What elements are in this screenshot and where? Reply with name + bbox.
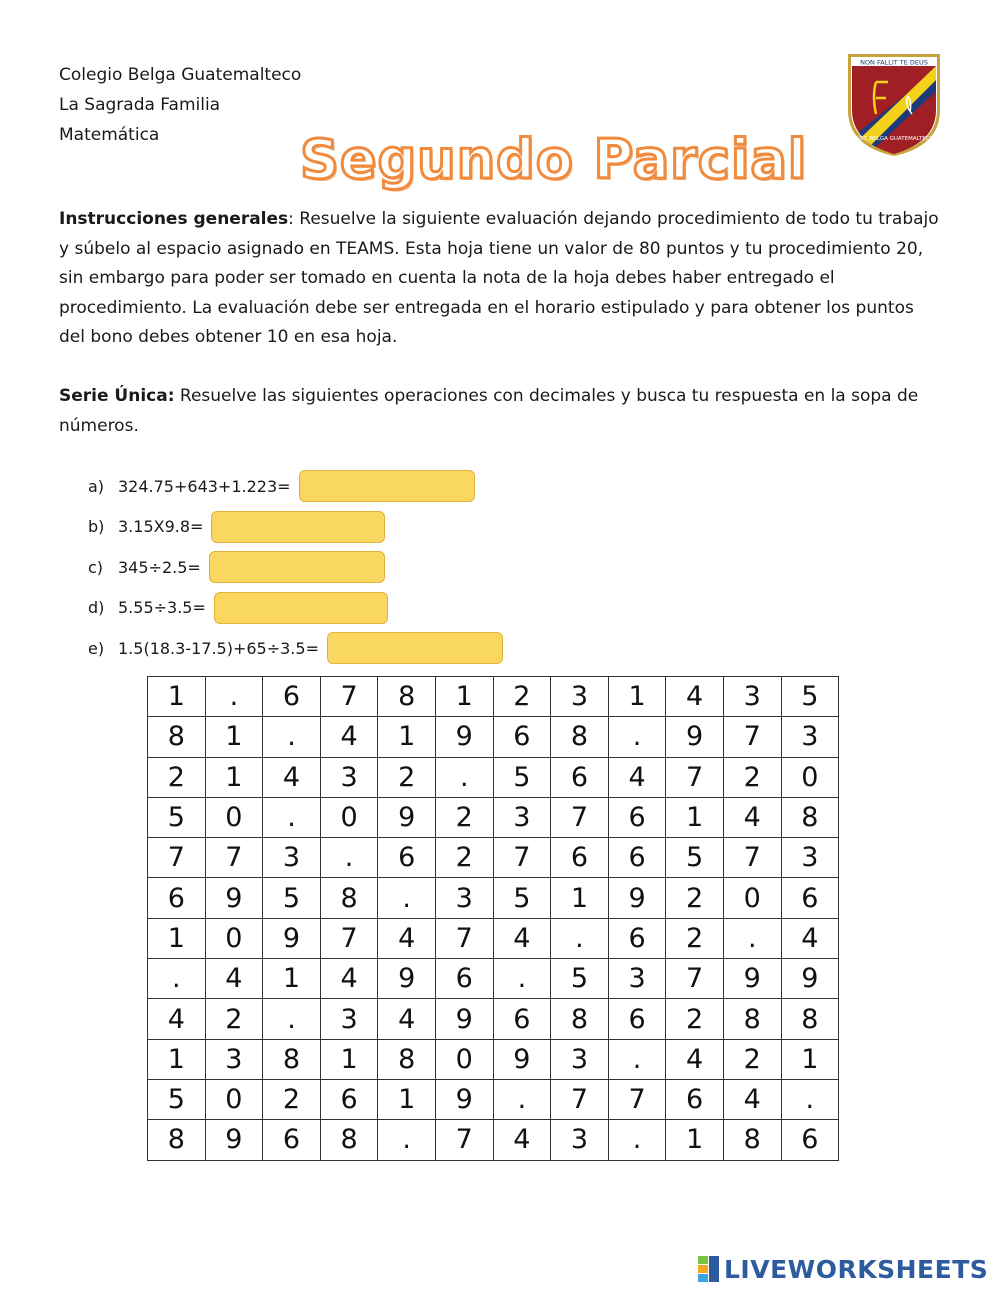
grid-cell[interactable]: 9 bbox=[378, 959, 436, 999]
grid-cell[interactable]: 4 bbox=[205, 959, 263, 999]
grid-cell[interactable]: . bbox=[723, 918, 781, 958]
grid-cell[interactable]: 2 bbox=[148, 757, 206, 797]
grid-cell[interactable]: 5 bbox=[781, 677, 839, 717]
grid-cell[interactable]: 0 bbox=[205, 797, 263, 837]
grid-cell[interactable]: 5 bbox=[493, 878, 551, 918]
grid-cell[interactable]: 0 bbox=[205, 918, 263, 958]
grid-cell[interactable]: 3 bbox=[723, 677, 781, 717]
grid-cell[interactable]: 7 bbox=[493, 838, 551, 878]
section-name: La Sagrada Familia bbox=[59, 95, 221, 115]
grid-cell[interactable]: 7 bbox=[608, 1079, 666, 1119]
grid-cell[interactable]: 2 bbox=[666, 878, 724, 918]
grid-cell[interactable]: 3 bbox=[781, 717, 839, 757]
answer-input-b[interactable] bbox=[211, 511, 385, 543]
grid-cell[interactable]: 8 bbox=[551, 717, 609, 757]
grid-cell[interactable]: 1 bbox=[148, 677, 206, 717]
grid-cell[interactable]: 3 bbox=[551, 677, 609, 717]
grid-cell[interactable]: 8 bbox=[148, 1120, 206, 1160]
operation-item bbox=[88, 466, 503, 507]
grid-cell[interactable]: 7 bbox=[723, 717, 781, 757]
instructions-label: Instrucciones generales bbox=[59, 209, 289, 229]
grid-cell[interactable]: 9 bbox=[205, 1120, 263, 1160]
svg-text:INST. BELGA GUATEMALTECO: INST. BELGA GUATEMALTECO bbox=[854, 136, 934, 142]
grid-cell[interactable]: 7 bbox=[723, 838, 781, 878]
grid-cell[interactable]: 9 bbox=[493, 1039, 551, 1079]
grid-cell[interactable]: 9 bbox=[781, 959, 839, 999]
operation-expression: 324.75+643+1.223= bbox=[118, 476, 291, 496]
grid-cell[interactable]: 3 bbox=[781, 838, 839, 878]
svg-text:NON FALLIT TE DEUS: NON FALLIT TE DEUS bbox=[860, 58, 928, 67]
operation-item bbox=[88, 507, 503, 548]
grid-cell[interactable]: 9 bbox=[435, 999, 493, 1039]
grid-cell[interactable]: 2 bbox=[723, 1039, 781, 1079]
number-search-grid bbox=[147, 676, 839, 1161]
grid-cell[interactable]: 7 bbox=[435, 918, 493, 958]
grid-cell[interactable]: 4 bbox=[608, 757, 666, 797]
grid-cell[interactable]: 4 bbox=[723, 797, 781, 837]
grid-cell[interactable]: 2 bbox=[205, 999, 263, 1039]
grid-cell[interactable]: 1 bbox=[263, 959, 321, 999]
grid-row bbox=[148, 1039, 839, 1079]
answer-input-c[interactable] bbox=[209, 551, 385, 583]
grid-cell[interactable]: 4 bbox=[493, 918, 551, 958]
grid-cell[interactable]: 8 bbox=[551, 999, 609, 1039]
grid-cell[interactable]: 6 bbox=[551, 838, 609, 878]
grid-cell[interactable]: 8 bbox=[148, 717, 206, 757]
grid-cell[interactable]: 8 bbox=[263, 1039, 321, 1079]
grid-cell[interactable]: 0 bbox=[205, 1079, 263, 1119]
grid-cell[interactable]: 7 bbox=[435, 1120, 493, 1160]
instructions-text: : Resuelve la siguiente evaluación dejando procedimiento de todo tu trabajo y súbelo al espacio asignado en TEAMS. Esta hoja tiene un valor de 80 puntos y tu procedimiento 20, sin embargo para poder ser tomado en cuenta la nota de la hoja debes haber entregado el procedimiento. La evaluación debe ser entregada en el horario estipulado y para obtener los puntos del bono debes obtener 10 en esa hoja. bbox=[59, 209, 939, 347]
grid-cell[interactable]: 4 bbox=[781, 918, 839, 958]
grid-cell[interactable]: 8 bbox=[378, 677, 436, 717]
grid-cell[interactable]: 9 bbox=[666, 717, 724, 757]
grid-cell[interactable]: . bbox=[493, 1079, 551, 1119]
operation-item bbox=[88, 547, 503, 588]
grid-cell[interactable]: 7 bbox=[320, 677, 378, 717]
grid-cell[interactable]: 7 bbox=[551, 797, 609, 837]
grid-cell[interactable]: 9 bbox=[608, 878, 666, 918]
grid-cell[interactable]: 2 bbox=[378, 757, 436, 797]
grid-cell[interactable]: 1 bbox=[205, 757, 263, 797]
operation-letter: d) bbox=[88, 598, 105, 618]
grid-cell[interactable]: . bbox=[148, 959, 206, 999]
grid-cell[interactable]: 6 bbox=[493, 999, 551, 1039]
grid-cell[interactable]: 7 bbox=[148, 838, 206, 878]
grid-cell[interactable]: 9 bbox=[435, 1079, 493, 1119]
operation-letter: c) bbox=[88, 557, 104, 577]
grid-cell[interactable]: 0 bbox=[320, 797, 378, 837]
grid-cell[interactable]: 8 bbox=[320, 878, 378, 918]
grid-cell[interactable]: 8 bbox=[723, 1120, 781, 1160]
grid-cell[interactable]: 1 bbox=[781, 1039, 839, 1079]
answer-input-d[interactable] bbox=[214, 592, 388, 624]
liveworksheets-footer bbox=[698, 1254, 988, 1284]
grid-cell[interactable]: . bbox=[263, 999, 321, 1039]
grid-cell[interactable]: 1 bbox=[608, 677, 666, 717]
grid-cell[interactable]: 1 bbox=[378, 717, 436, 757]
grid-cell[interactable]: 8 bbox=[378, 1039, 436, 1079]
answer-input-e[interactable] bbox=[327, 632, 503, 664]
grid-cell[interactable]: 3 bbox=[320, 999, 378, 1039]
grid-row bbox=[148, 959, 839, 999]
grid-row bbox=[148, 1120, 839, 1160]
grid-cell[interactable]: 2 bbox=[666, 918, 724, 958]
grid-cell[interactable]: 7 bbox=[320, 918, 378, 958]
grid-cell[interactable]: 1 bbox=[148, 1039, 206, 1079]
grid-cell[interactable]: 1 bbox=[666, 797, 724, 837]
operation-item bbox=[88, 588, 503, 629]
grid-cell[interactable]: 4 bbox=[263, 757, 321, 797]
grid-cell[interactable]: . bbox=[378, 878, 436, 918]
operation-letter: b) bbox=[88, 517, 105, 537]
grid-row bbox=[148, 717, 839, 757]
school-crest-icon bbox=[846, 52, 942, 156]
grid-cell[interactable]: 3 bbox=[263, 838, 321, 878]
grid-cell[interactable]: . bbox=[608, 1120, 666, 1160]
grid-row bbox=[148, 918, 839, 958]
grid-cell[interactable]: 6 bbox=[435, 959, 493, 999]
grid-row bbox=[148, 878, 839, 918]
grid-cell[interactable]: 2 bbox=[723, 757, 781, 797]
grid-cell[interactable]: 3 bbox=[551, 1039, 609, 1079]
grid-row bbox=[148, 999, 839, 1039]
grid-cell[interactable]: 3 bbox=[493, 797, 551, 837]
operation-letter: e) bbox=[88, 638, 105, 658]
grid-cell[interactable]: 5 bbox=[148, 1079, 206, 1119]
grid-cell[interactable]: 4 bbox=[378, 918, 436, 958]
grid-cell[interactable]: 2 bbox=[435, 797, 493, 837]
operation-expression: 5.55÷3.5= bbox=[118, 598, 206, 618]
grid-cell[interactable]: 1 bbox=[205, 717, 263, 757]
grid-cell[interactable]: 3 bbox=[205, 1039, 263, 1079]
operation-expression: 345÷2.5= bbox=[118, 557, 201, 577]
grid-cell[interactable]: 2 bbox=[666, 999, 724, 1039]
grid-cell[interactable]: 6 bbox=[263, 1120, 321, 1160]
grid-cell[interactable]: 8 bbox=[723, 999, 781, 1039]
grid-cell[interactable]: 3 bbox=[435, 878, 493, 918]
grid-cell[interactable]: 1 bbox=[148, 918, 206, 958]
grid-cell[interactable]: 9 bbox=[378, 797, 436, 837]
grid-cell[interactable]: 6 bbox=[666, 1079, 724, 1119]
operations-list bbox=[88, 466, 503, 669]
series-paragraph bbox=[59, 382, 939, 441]
grid-cell[interactable]: 6 bbox=[608, 797, 666, 837]
operation-letter: a) bbox=[88, 476, 105, 496]
grid-cell[interactable]: 6 bbox=[781, 878, 839, 918]
grid-cell[interactable]: 8 bbox=[320, 1120, 378, 1160]
grid-cell[interactable]: 6 bbox=[493, 717, 551, 757]
grid-cell[interactable]: 9 bbox=[205, 878, 263, 918]
grid-cell[interactable]: 5 bbox=[148, 797, 206, 837]
grid-cell[interactable]: 4 bbox=[320, 959, 378, 999]
grid-cell[interactable]: 3 bbox=[551, 1120, 609, 1160]
grid-cell[interactable]: 2 bbox=[435, 838, 493, 878]
grid-row bbox=[148, 677, 839, 717]
grid-cell[interactable]: 5 bbox=[551, 959, 609, 999]
series-text: Resuelve las siguientes operaciones con decimales y busca tu respuesta en la sopa de números. bbox=[59, 386, 919, 436]
grid-cell[interactable]: 4 bbox=[666, 677, 724, 717]
operation-expression: 1.5(18.3-17.5)+65÷3.5= bbox=[118, 638, 319, 658]
grid-cell[interactable]: . bbox=[551, 918, 609, 958]
subject-name: Matemática bbox=[59, 125, 160, 145]
grid-cell[interactable]: 1 bbox=[666, 1120, 724, 1160]
instructions-paragraph bbox=[59, 205, 939, 353]
grid-cell[interactable]: . bbox=[320, 838, 378, 878]
grid-cell[interactable]: 9 bbox=[723, 959, 781, 999]
grid-cell[interactable]: 9 bbox=[435, 717, 493, 757]
grid-cell[interactable]: 5 bbox=[493, 757, 551, 797]
grid-cell[interactable]: 6 bbox=[263, 677, 321, 717]
grid-cell[interactable]: 7 bbox=[666, 959, 724, 999]
grid-cell[interactable]: 0 bbox=[781, 757, 839, 797]
grid-cell[interactable]: 4 bbox=[666, 1039, 724, 1079]
grid-cell[interactable]: 6 bbox=[781, 1120, 839, 1160]
operation-item bbox=[88, 628, 503, 669]
grid-cell[interactable]: 1 bbox=[378, 1079, 436, 1119]
grid-cell[interactable]: 1 bbox=[435, 677, 493, 717]
grid-cell[interactable]: 2 bbox=[263, 1079, 321, 1119]
school-header bbox=[59, 60, 301, 150]
grid-cell[interactable]: 4 bbox=[493, 1120, 551, 1160]
grid-cell[interactable]: . bbox=[781, 1079, 839, 1119]
page-title: Segundo Parcial bbox=[300, 128, 808, 191]
grid-cell[interactable]: 9 bbox=[263, 918, 321, 958]
series-label: Serie Única: bbox=[59, 386, 175, 406]
grid-cell[interactable]: . bbox=[263, 717, 321, 757]
grid-cell[interactable]: 2 bbox=[493, 677, 551, 717]
grid-cell[interactable]: 5 bbox=[666, 838, 724, 878]
answer-input-a[interactable] bbox=[299, 470, 475, 502]
grid-cell[interactable]: 6 bbox=[608, 838, 666, 878]
grid-cell[interactable]: 8 bbox=[781, 797, 839, 837]
grid-cell[interactable]: 5 bbox=[263, 878, 321, 918]
grid-row bbox=[148, 757, 839, 797]
liveworksheets-logo-icon bbox=[698, 1254, 720, 1284]
grid-cell[interactable]: 3 bbox=[608, 959, 666, 999]
grid-cell[interactable]: 6 bbox=[608, 918, 666, 958]
grid-cell[interactable]: 1 bbox=[551, 878, 609, 918]
grid-cell[interactable]: 6 bbox=[551, 757, 609, 797]
grid-cell[interactable]: 7 bbox=[551, 1079, 609, 1119]
grid-row bbox=[148, 797, 839, 837]
grid-cell[interactable]: 6 bbox=[608, 999, 666, 1039]
grid-cell[interactable]: . bbox=[378, 1120, 436, 1160]
operation-expression: 3.15X9.8= bbox=[118, 517, 204, 537]
grid-cell[interactable]: 6 bbox=[378, 838, 436, 878]
grid-cell[interactable]: . bbox=[205, 677, 263, 717]
grid-cell[interactable]: 0 bbox=[435, 1039, 493, 1079]
school-name: Colegio Belga Guatemalteco bbox=[59, 65, 302, 85]
footer-brand: LIVEWORKSHEETS bbox=[724, 1254, 989, 1284]
grid-cell[interactable]: 7 bbox=[205, 838, 263, 878]
grid-cell[interactable]: 4 bbox=[723, 1079, 781, 1119]
grid-cell[interactable]: 1 bbox=[320, 1039, 378, 1079]
grid-cell[interactable]: 7 bbox=[666, 757, 724, 797]
grid-cell[interactable]: . bbox=[493, 959, 551, 999]
grid-cell[interactable]: 6 bbox=[320, 1079, 378, 1119]
grid-cell[interactable]: 4 bbox=[320, 717, 378, 757]
grid-cell[interactable]: . bbox=[263, 797, 321, 837]
grid-cell[interactable]: 0 bbox=[723, 878, 781, 918]
grid-cell[interactable]: . bbox=[435, 757, 493, 797]
grid-cell[interactable]: 8 bbox=[781, 999, 839, 1039]
grid-cell[interactable]: 4 bbox=[378, 999, 436, 1039]
grid-row bbox=[148, 1079, 839, 1119]
grid-row bbox=[148, 838, 839, 878]
grid-cell[interactable]: 6 bbox=[148, 878, 206, 918]
grid-cell[interactable]: 3 bbox=[320, 757, 378, 797]
grid-cell[interactable]: . bbox=[608, 1039, 666, 1079]
grid-cell[interactable]: . bbox=[608, 717, 666, 757]
grid-cell[interactable]: 4 bbox=[148, 999, 206, 1039]
